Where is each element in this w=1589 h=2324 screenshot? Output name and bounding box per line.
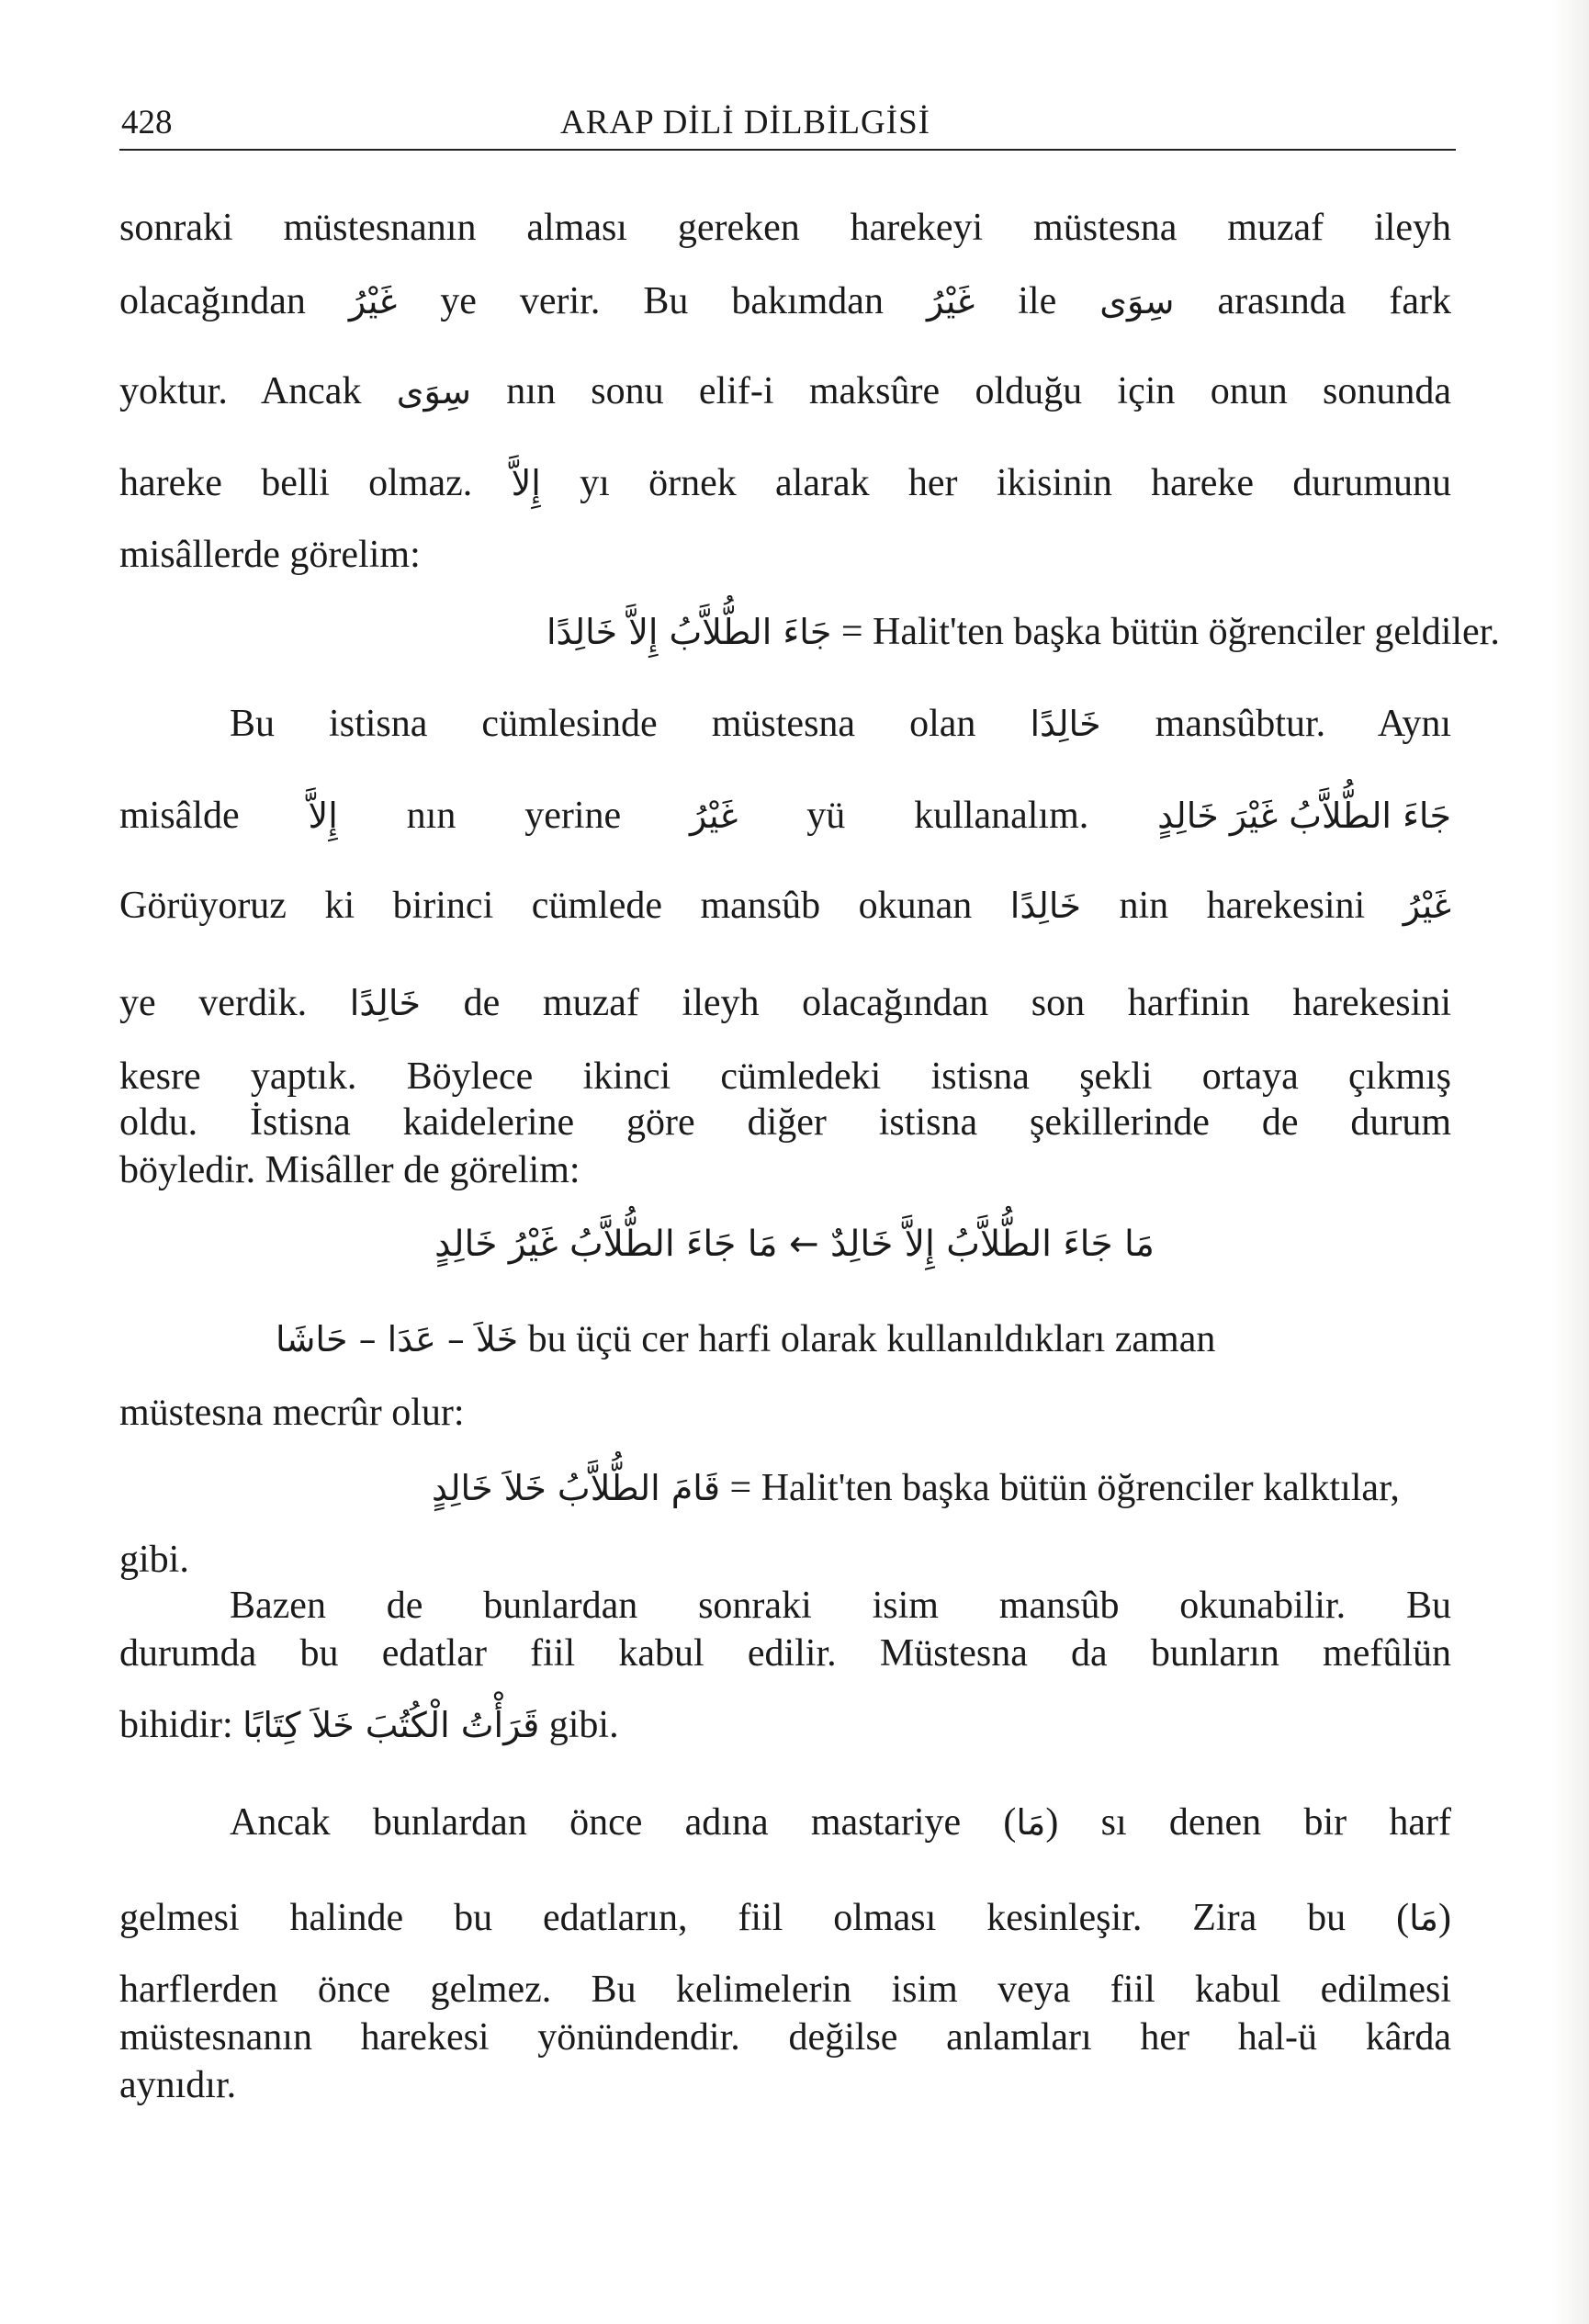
page-header — [119, 103, 1456, 151]
arabic-word: سِوَى — [1099, 281, 1175, 322]
arabic-word: مَا — [1016, 1802, 1046, 1843]
line-text: harflerden önce gelmez. Bu kelimelerin isim veya fiil kabul edilmesi — [119, 1969, 1451, 2011]
page-edge-shadow — [1552, 0, 1589, 2324]
line-text: aynıdır. — [119, 2064, 237, 2106]
line-text: Ancak bunlardan önce adına mastariye ( — [230, 1801, 1017, 1844]
text-line — [119, 2061, 1451, 2109]
line-text: arasında fark — [1217, 280, 1452, 322]
line-text: ) sı denen bir harf — [1045, 1801, 1451, 1844]
arabic-word: غَيْرُ — [348, 281, 398, 322]
text-line — [119, 204, 1451, 252]
arabic-word: غَيْرُ — [1403, 886, 1452, 926]
text-line — [119, 459, 1451, 507]
line-text: gibi. — [119, 1539, 189, 1581]
line-text: yoktur. Ancak — [119, 370, 362, 412]
line-text: nin harekesini — [1119, 885, 1366, 927]
text-line — [119, 882, 1451, 930]
translation-text: = Halit'ten başka bütün öğrenciler geldiler. — [840, 611, 1500, 653]
arabic-word: خَلاَ – عَدَا – حَاشَا — [276, 1319, 519, 1359]
text-line — [119, 531, 1451, 579]
line-text: sonraki müstesnanın alması gereken harekeyi müstesna muzaf ileyh — [119, 207, 1451, 249]
text-line — [276, 1315, 1451, 1363]
running-title: ARAP DİLİ DİLBİLGİSİ — [560, 104, 930, 141]
line-text: de muzaf ileyh olacağından son harfinin harekesini — [463, 982, 1451, 1024]
arabic-example: جَاءَ الطُّلاَّبُ إِلاَّ خَالِدًا — [547, 612, 832, 652]
arabic-example: مَا جَاءَ الطُّلاَّبُ إِلاَّ خَالِدٌ ← مَا جَاءَ الطُّلاَّبُ غَيْرُ خَالِدٍ — [434, 1224, 1155, 1265]
text-line — [119, 979, 1451, 1027]
line-text: nın yerine — [406, 795, 622, 837]
text-line — [119, 367, 1451, 415]
arabic-word: خَالِدًا — [1009, 886, 1081, 926]
text-line — [119, 1099, 1451, 1146]
line-text: ye verdik. — [119, 982, 308, 1024]
example-line — [432, 1464, 1456, 1512]
line-text: yü kullanalım. — [806, 795, 1089, 837]
line-text: gelmesi halinde bu edatların, fiil olması kesinleşir. Zira bu ( — [119, 1897, 1410, 1939]
text-line — [230, 1582, 1451, 1630]
arabic-word: إِلاَّ — [308, 795, 338, 836]
line-text: ) — [1438, 1897, 1451, 1939]
arabic-word: غَيْرُ — [690, 795, 738, 836]
line-text: Görüyoruz ki birinci cümlede mansûb okunan — [119, 885, 973, 927]
line-text: ye verir. Bu bakımdan — [440, 280, 884, 322]
line-text: müstesnanın harekesi yönündendir. değilse anlamları her hal-ü kârda — [119, 2016, 1451, 2059]
arabic-word: خَالِدًا — [349, 983, 421, 1023]
line-text: durumda bu edatlar fiil kabul edilir. Müstesna da bunların mefûlün — [119, 1632, 1451, 1675]
line-text: ile — [1018, 280, 1057, 322]
arabic-word: إِلاَّ — [511, 463, 541, 503]
line-text: bihidir: — [119, 1704, 233, 1746]
line-text: nın sonu elif-i maksûre olduğu için onun sonunda — [506, 370, 1452, 412]
text-line — [119, 792, 1451, 840]
text-line — [119, 1966, 1451, 2014]
line-text: hareke belli olmaz. — [119, 462, 473, 504]
arabic-example: جَاءَ الطُّلاَّبُ غَيْرَ خَالِدٍ — [1157, 795, 1451, 836]
text-line — [119, 2014, 1451, 2061]
text-line — [119, 1630, 1451, 1677]
line-text: bu üçü cer harfi olarak kullanıldıkları zaman — [527, 1318, 1216, 1360]
line-text: böyledir. Misâller de görelim: — [119, 1149, 580, 1191]
arabic-word: خَالِدًا — [1030, 704, 1101, 744]
line-text: yı örnek alarak her ikisinin hareke durumunu — [580, 462, 1452, 504]
line-text: Bu istisna cümlesinde müstesna olan — [230, 703, 976, 745]
line-text: mansûbtur. Aynı — [1155, 703, 1452, 745]
translation-text: = Halit'ten başka bütün öğrenciler kalktılar, — [729, 1467, 1400, 1509]
line-text: gibi. — [548, 1704, 619, 1746]
line-text: misâllerde görelim: — [119, 534, 421, 576]
page-number: 428 — [121, 104, 173, 141]
arabic-word: سِوَى — [396, 371, 471, 412]
example-line — [547, 608, 1500, 656]
line-text: kesre yaptık. Böylece ikinci cümledeki istisna şekli ortaya çıkmış — [119, 1055, 1451, 1098]
text-line — [119, 1053, 1451, 1100]
text-line — [119, 1146, 1451, 1194]
arabic-word: مَا — [1409, 1898, 1438, 1938]
example-line — [225, 1220, 1364, 1269]
arabic-example: قَرَأْتُ الْكُتُبَ خَلاَ كِتَابًا — [242, 1705, 540, 1745]
line-text: oldu. İstisna kaidelerine göre diğer istisna şekillerinde de durum — [119, 1101, 1451, 1144]
text-line — [119, 1701, 1451, 1749]
text-line — [230, 700, 1451, 748]
text-line — [119, 1389, 1451, 1437]
text-line — [119, 277, 1451, 325]
line-text: misâlde — [119, 795, 240, 837]
line-text: müstesna mecrûr olur: — [119, 1392, 465, 1434]
text-line — [119, 1536, 1451, 1584]
line-text: Bazen de bunlardan sonraki isim mansûb okunabilir. Bu — [230, 1585, 1451, 1627]
arabic-word: غَيْرُ — [926, 281, 975, 322]
text-line — [119, 1894, 1451, 1942]
line-text: olacağından — [119, 280, 306, 322]
arabic-example: قَامَ الطُّلاَّبُ خَلاَ خَالِدٍ — [432, 1468, 721, 1508]
text-line — [230, 1799, 1451, 1846]
